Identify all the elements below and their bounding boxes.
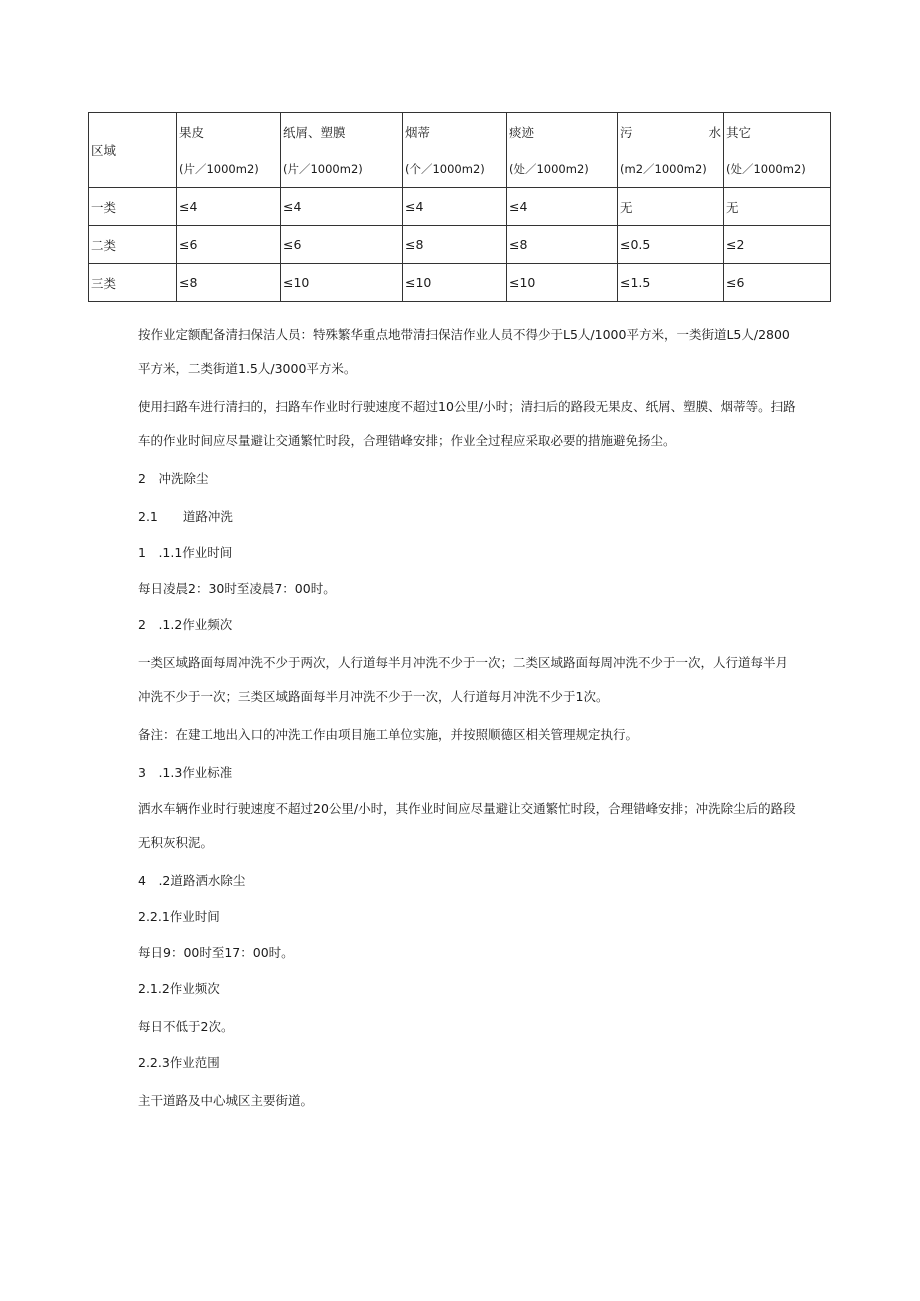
section-heading: 2.2.3作业范围 — [138, 1055, 220, 1070]
column-name: 其它 — [726, 125, 752, 140]
table-cell: ≤10 — [281, 264, 403, 302]
table-cell: ≤8 — [177, 264, 281, 302]
section-heading: 2.1 道路冲洗 — [138, 509, 233, 524]
column-unit: (个／1000m2) — [405, 162, 485, 176]
region-header-cell — [89, 113, 177, 188]
header-cell — [403, 113, 507, 188]
column-unit: (片／1000m2) — [179, 162, 259, 176]
table-cell: ≤8 — [507, 226, 618, 264]
row-label: 二类 — [89, 226, 177, 264]
header-cell — [507, 113, 618, 188]
column-name-right: 水 — [708, 125, 721, 140]
column-unit: (处／1000m2) — [726, 162, 806, 176]
header-cell — [724, 113, 831, 188]
region-header: 区域 — [91, 143, 117, 158]
table-row — [89, 226, 831, 264]
table-cell: ≤4 — [507, 188, 618, 226]
table-cell: 无 — [724, 188, 831, 226]
header-cell — [177, 113, 281, 188]
section-heading: 4 .2道路洒水除尘 — [138, 873, 246, 888]
paragraph-line: 每日凌晨2：30时至凌晨7：00时。 — [138, 581, 336, 596]
table-cell: ≤8 — [403, 226, 507, 264]
column-unit: (m2／1000m2) — [620, 162, 707, 176]
section-heading: 2.2.1作业时间 — [138, 909, 220, 924]
column-name-left: 污 — [620, 125, 633, 140]
paragraph-line: 洒水车辆作业时行驶速度不超过20公里/小时，其作业时间应尽量避让交通繁忙时段，合理错峰安排；冲洗除尘后的路段 — [138, 801, 796, 816]
standards-table — [88, 112, 831, 302]
table-cell: ≤6 — [281, 226, 403, 264]
paragraph-line: 主干道路及中心城区主要街道。 — [138, 1093, 314, 1108]
table-cell: ≤10 — [403, 264, 507, 302]
table-cell: ≤4 — [281, 188, 403, 226]
section-heading: 3 .1.3作业标准 — [138, 765, 233, 780]
paragraph-line: 每日不低于2次。 — [138, 1019, 234, 1034]
paragraph-line: 每日9：00时至17：00时。 — [138, 945, 294, 960]
table-cell: ≤4 — [403, 188, 507, 226]
paragraph-line: 无积灰积泥。 — [138, 835, 214, 850]
column-name: 痰迹 — [509, 125, 535, 140]
paragraph-line: 使用扫路车进行清扫的，扫路车作业时行驶速度不超过10公里/小时；清扫后的路段无果皮、纸屑、塑膜、烟蒂等。扫路 — [138, 399, 796, 414]
table-cell: ≤2 — [724, 226, 831, 264]
paragraph-line: 按作业定额配备清扫保洁人员：特殊繁华重点地带清扫保洁作业人员不得少于L5人/1000平方米，一类街道L5人/2800 — [138, 327, 790, 342]
row-label: 三类 — [89, 264, 177, 302]
table-row — [89, 188, 831, 226]
table-header-row — [89, 113, 831, 188]
section-heading: 1 .1.1作业时间 — [138, 545, 233, 560]
header-cell — [618, 113, 724, 188]
table-cell: ≤0.5 — [618, 226, 724, 264]
table-cell: ≤10 — [507, 264, 618, 302]
paragraph-line: 一类区域路面每周冲洗不少于两次，人行道每半月冲洗不少于一次；二类区域路面每周冲洗不少于一次，人行道每半月 — [138, 655, 789, 670]
table-cell: 无 — [618, 188, 724, 226]
column-unit: (片／1000m2) — [283, 162, 363, 176]
row-label: 一类 — [89, 188, 177, 226]
paragraph-line: 冲洗不少于一次；三类区域路面每半月冲洗不少于一次，人行道每月冲洗不少于1次。 — [138, 689, 609, 704]
section-heading: 2 .1.2作业频次 — [138, 617, 233, 632]
table-cell: ≤1.5 — [618, 264, 724, 302]
table-cell: ≤6 — [724, 264, 831, 302]
table-cell: ≤4 — [177, 188, 281, 226]
section-heading: 2 冲洗除尘 — [138, 471, 209, 486]
table-row — [89, 264, 831, 302]
paragraph-line: 平方米，二类街道1.5人/3000平方米。 — [138, 361, 357, 376]
column-name: 果皮 — [179, 125, 205, 140]
column-unit: (处／1000m2) — [509, 162, 589, 176]
column-name: 纸屑、塑膜 — [283, 125, 346, 140]
table-cell: ≤6 — [177, 226, 281, 264]
note-line: 备注：在建工地出入口的冲洗工作由项目施工单位实施，并按照顺德区相关管理规定执行。 — [138, 727, 639, 742]
section-heading: 2.1.2作业频次 — [138, 981, 220, 996]
paragraph-line: 车的作业时间应尽量避让交通繁忙时段，合理错峰安排；作业全过程应采取必要的措施避免扬尘。 — [138, 433, 676, 448]
header-cell — [281, 113, 403, 188]
column-name: 烟蒂 — [405, 125, 431, 140]
